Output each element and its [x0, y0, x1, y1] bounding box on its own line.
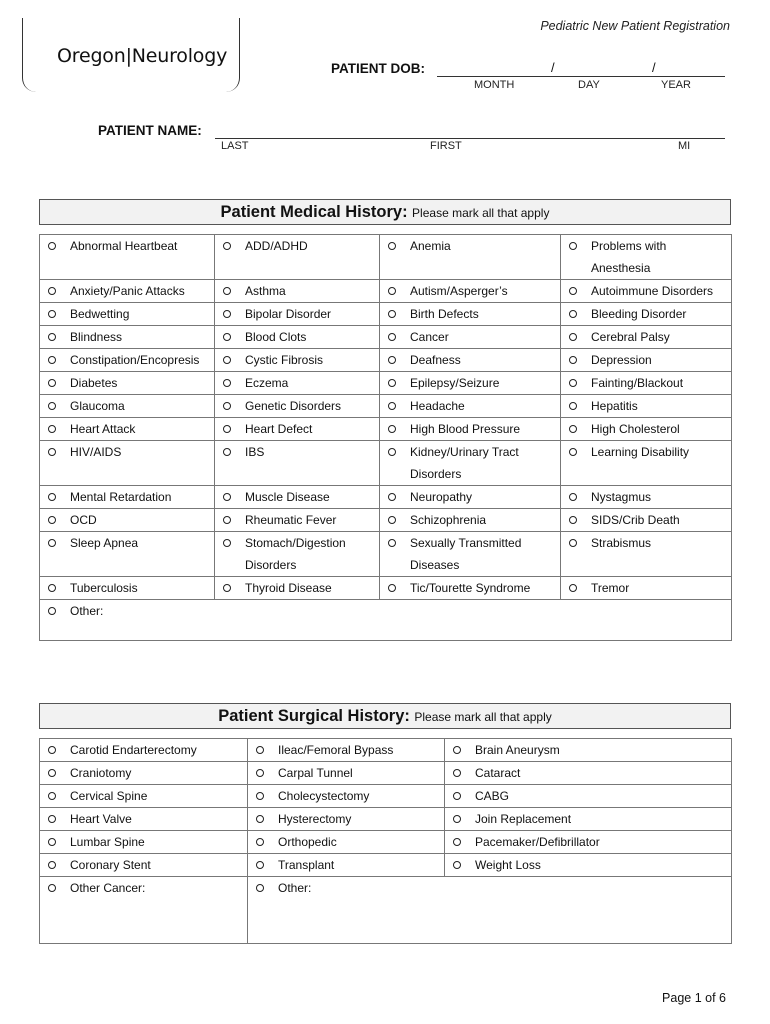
condition-label: Bedwetting	[70, 307, 130, 321]
checkbox-option[interactable]	[569, 349, 727, 371]
checkbox-option[interactable]	[569, 509, 727, 531]
radio-circle-icon[interactable]	[569, 539, 577, 547]
checkbox-option[interactable]	[388, 349, 556, 371]
checkbox-option[interactable]	[48, 349, 210, 371]
radio-circle-icon[interactable]	[569, 584, 577, 592]
checkbox-option[interactable]	[453, 762, 727, 784]
checkbox-option[interactable]	[223, 326, 375, 348]
radio-circle-icon[interactable]	[48, 402, 56, 410]
checkbox-option[interactable]	[388, 486, 556, 508]
radio-circle-icon[interactable]	[223, 242, 231, 250]
checkbox-option[interactable]	[256, 762, 440, 784]
radio-circle-icon[interactable]	[48, 493, 56, 501]
checkbox-option[interactable]	[223, 577, 375, 599]
table-row-other	[40, 877, 732, 944]
procedure-label: CABG	[475, 789, 510, 803]
radio-circle-icon[interactable]	[48, 792, 56, 800]
radio-circle-icon[interactable]	[223, 425, 231, 433]
table-row	[40, 808, 732, 831]
radio-circle-icon[interactable]	[569, 448, 577, 456]
checkbox-option[interactable]	[569, 235, 727, 279]
table-row	[40, 762, 732, 785]
condition-label: Sleep Apnea	[70, 536, 139, 550]
table-row	[40, 441, 732, 486]
procedure-label: Cholecystectomy	[278, 789, 370, 803]
radio-circle-icon[interactable]	[256, 769, 264, 777]
checkbox-option[interactable]	[223, 418, 375, 440]
radio-circle-icon[interactable]	[48, 746, 56, 754]
checkbox-option[interactable]	[256, 831, 440, 853]
checkbox-option[interactable]	[388, 372, 556, 394]
radio-circle-icon[interactable]	[388, 584, 396, 592]
radio-circle-icon[interactable]	[453, 861, 461, 869]
radio-circle-icon[interactable]	[388, 379, 396, 387]
clinic-logo: Oregon|Neurology	[57, 45, 228, 67]
table-row	[40, 418, 732, 441]
radio-circle-icon[interactable]	[388, 493, 396, 501]
condition-label: ADD/ADHD	[245, 239, 308, 253]
checkbox-option[interactable]	[569, 372, 727, 394]
procedure-label: Cataract	[475, 766, 521, 780]
condition-label: Anxiety/Panic Attacks	[70, 284, 185, 298]
procedure-label: Craniotomy	[70, 766, 132, 780]
checkbox-option[interactable]	[48, 808, 243, 830]
procedure-label: Ileac/Femoral Bypass	[278, 743, 394, 757]
condition-label: Rheumatic Fever	[245, 513, 337, 527]
condition-label: HIV/AIDS	[70, 445, 122, 459]
checkbox-option[interactable]	[48, 532, 210, 554]
checkbox-option[interactable]	[388, 418, 556, 440]
condition-label: Problems with Anesthesia	[591, 239, 667, 275]
checkbox-option[interactable]	[569, 280, 727, 302]
radio-circle-icon[interactable]	[388, 333, 396, 341]
checkbox-option[interactable]	[388, 280, 556, 302]
table-row	[40, 326, 732, 349]
radio-circle-icon[interactable]	[569, 356, 577, 364]
condition-label: Bleeding Disorder	[591, 307, 687, 321]
radio-circle-icon[interactable]	[453, 792, 461, 800]
radio-circle-icon[interactable]	[256, 815, 264, 823]
dob-slash: /	[551, 60, 555, 75]
patient-name-field[interactable]	[215, 138, 725, 139]
checkbox-option[interactable]	[48, 785, 243, 807]
checkbox-option[interactable]	[48, 854, 243, 876]
checkbox-option[interactable]	[48, 762, 243, 784]
radio-circle-icon[interactable]	[223, 448, 231, 456]
condition-label: Tremor	[591, 581, 630, 595]
condition-label: Mental Retardation	[70, 490, 172, 504]
procedure-label: Weight Loss	[475, 858, 541, 872]
procedure-label: Heart Valve	[70, 812, 132, 826]
checkbox-option[interactable]	[569, 486, 727, 508]
checkbox-option[interactable]	[256, 785, 440, 807]
other-cancer-label: Other Cancer:	[70, 881, 146, 895]
checkbox-option[interactable]	[569, 418, 727, 440]
table-row	[40, 831, 732, 854]
condition-label: Abnormal Heartbeat	[70, 239, 178, 253]
condition-label: Depression	[591, 353, 652, 367]
radio-circle-icon[interactable]	[569, 242, 577, 250]
radio-circle-icon[interactable]	[48, 333, 56, 341]
checkbox-option[interactable]	[48, 418, 210, 440]
checkbox-option[interactable]	[48, 372, 210, 394]
other-condition-label: Other:	[70, 604, 104, 618]
radio-circle-icon[interactable]	[223, 356, 231, 364]
checkbox-option[interactable]	[569, 303, 727, 325]
medical-history-header: Patient Medical History: Please mark all that apply	[39, 199, 731, 225]
procedure-label: Hysterectomy	[278, 812, 352, 826]
checkbox-option[interactable]	[223, 235, 375, 257]
radio-circle-icon[interactable]	[453, 838, 461, 846]
radio-circle-icon[interactable]	[48, 539, 56, 547]
table-row	[40, 509, 732, 532]
medical-history-instruction: Please mark all that apply	[412, 206, 550, 220]
surgical-history-table	[39, 738, 732, 944]
checkbox-option[interactable]	[256, 877, 727, 899]
radio-circle-icon[interactable]	[223, 310, 231, 318]
table-row	[40, 395, 732, 418]
condition-label: Nystagmus	[591, 490, 652, 504]
condition-label: Learning Disability	[591, 445, 690, 459]
checkbox-option[interactable]	[48, 303, 210, 325]
checkbox-option[interactable]	[569, 441, 727, 463]
radio-circle-icon[interactable]	[223, 333, 231, 341]
surgical-history-header: Patient Surgical History: Please mark all that apply	[39, 703, 731, 729]
table-row	[40, 486, 732, 509]
condition-label: Anemia	[410, 239, 451, 253]
radio-circle-icon[interactable]	[388, 448, 396, 456]
condition-label: Cancer	[410, 330, 449, 344]
checkbox-option[interactable]	[388, 395, 556, 417]
dob-month-caption: MONTH	[474, 79, 515, 91]
condition-label: Genetic Disorders	[245, 399, 342, 413]
condition-label: Heart Attack	[70, 422, 136, 436]
checkbox-option[interactable]	[223, 372, 375, 394]
radio-circle-icon[interactable]	[48, 861, 56, 869]
checkbox-option[interactable]	[388, 326, 556, 348]
form-subtitle: Pediatric New Patient Registration	[540, 19, 730, 33]
radio-circle-icon[interactable]	[223, 493, 231, 501]
checkbox-option[interactable]	[453, 831, 727, 853]
medical-history-table	[39, 234, 732, 641]
condition-label: Birth Defects	[410, 307, 479, 321]
checkbox-option[interactable]	[48, 235, 210, 257]
condition-label: Tuberculosis	[70, 581, 138, 595]
radio-circle-icon[interactable]	[48, 356, 56, 364]
procedure-label: Join Replacement	[475, 812, 572, 826]
radio-circle-icon[interactable]	[388, 402, 396, 410]
checkbox-option[interactable]	[223, 441, 375, 463]
radio-circle-icon[interactable]	[569, 287, 577, 295]
medical-history-title: Patient Medical History	[220, 203, 403, 221]
radio-circle-icon[interactable]	[48, 815, 56, 823]
radio-circle-icon[interactable]	[223, 287, 231, 295]
checkbox-option[interactable]	[48, 600, 727, 622]
procedure-label: Coronary Stent	[70, 858, 151, 872]
condition-label: Constipation/Encopresis	[70, 353, 200, 367]
checkbox-option[interactable]	[223, 532, 375, 576]
radio-circle-icon[interactable]	[569, 425, 577, 433]
checkbox-option[interactable]	[48, 877, 243, 899]
condition-label: Eczema	[245, 376, 289, 390]
procedure-label: Carotid Endarterectomy	[70, 743, 197, 757]
radio-circle-icon[interactable]	[48, 379, 56, 387]
radio-circle-icon[interactable]	[569, 310, 577, 318]
radio-circle-icon[interactable]	[388, 242, 396, 250]
table-row	[40, 372, 732, 395]
radio-circle-icon[interactable]	[48, 838, 56, 846]
condition-label: Strabismus	[591, 536, 652, 550]
surgical-history-title: Patient Surgical History	[218, 707, 405, 725]
name-first-caption: FIRST	[430, 140, 462, 152]
radio-circle-icon[interactable]	[48, 516, 56, 524]
condition-label: Stomach/Digestion Disorders	[245, 536, 346, 572]
radio-circle-icon[interactable]	[569, 402, 577, 410]
checkbox-option[interactable]	[223, 280, 375, 302]
radio-circle-icon[interactable]	[48, 242, 56, 250]
checkbox-option[interactable]	[256, 739, 440, 761]
radio-circle-icon[interactable]	[223, 516, 231, 524]
radio-circle-icon[interactable]	[48, 607, 56, 615]
radio-circle-icon[interactable]	[256, 792, 264, 800]
condition-label: Heart Defect	[245, 422, 313, 436]
checkbox-option[interactable]	[48, 509, 210, 531]
table-row	[40, 235, 732, 280]
checkbox-option[interactable]	[256, 808, 440, 830]
procedure-label: Transplant	[278, 858, 335, 872]
radio-circle-icon[interactable]	[256, 838, 264, 846]
condition-label: IBS	[245, 445, 265, 459]
checkbox-option[interactable]	[569, 326, 727, 348]
procedure-label: Lumbar Spine	[70, 835, 145, 849]
dob-slash: /	[652, 60, 656, 75]
radio-circle-icon[interactable]	[223, 539, 231, 547]
condition-label: Headache	[410, 399, 465, 413]
table-row-other	[40, 600, 732, 641]
other-procedure-label: Other:	[278, 881, 312, 895]
radio-circle-icon[interactable]	[388, 425, 396, 433]
radio-circle-icon[interactable]	[48, 448, 56, 456]
checkbox-option[interactable]	[569, 395, 727, 417]
checkbox-option[interactable]	[48, 831, 243, 853]
procedure-label: Brain Aneurysm	[475, 743, 560, 757]
condition-label: Thyroid Disease	[245, 581, 332, 595]
table-row	[40, 303, 732, 326]
condition-label: Hepatitis	[591, 399, 638, 413]
checkbox-option[interactable]	[388, 303, 556, 325]
dob-day-caption: DAY	[578, 79, 600, 91]
condition-label: High Cholesterol	[591, 422, 680, 436]
dob-year-caption: YEAR	[661, 79, 691, 91]
checkbox-option[interactable]	[453, 785, 727, 807]
dob-field[interactable]	[437, 76, 725, 77]
radio-circle-icon[interactable]	[256, 861, 264, 869]
condition-label: Fainting/Blackout	[591, 376, 684, 390]
radio-circle-icon[interactable]	[48, 425, 56, 433]
radio-circle-icon[interactable]	[256, 884, 264, 892]
condition-label: Autism/Asperger’s	[410, 284, 508, 298]
radio-circle-icon[interactable]	[388, 310, 396, 318]
condition-label: Epilepsy/Seizure	[410, 376, 500, 390]
radio-circle-icon[interactable]	[453, 746, 461, 754]
checkbox-option[interactable]	[569, 532, 727, 554]
radio-circle-icon[interactable]	[48, 287, 56, 295]
condition-label: Blood Clots	[245, 330, 307, 344]
radio-circle-icon[interactable]	[223, 402, 231, 410]
checkbox-option[interactable]	[388, 532, 556, 576]
radio-circle-icon[interactable]	[388, 287, 396, 295]
table-row	[40, 280, 732, 303]
name-mi-caption: MI	[678, 140, 691, 152]
condition-label: Kidney/Urinary Tract Disorders	[410, 445, 519, 481]
checkbox-option[interactable]	[48, 395, 210, 417]
radio-circle-icon[interactable]	[388, 356, 396, 364]
procedure-label: Pacemaker/Defibrillator	[475, 835, 600, 849]
checkbox-option[interactable]	[223, 486, 375, 508]
procedure-label: Orthopedic	[278, 835, 337, 849]
table-row	[40, 739, 732, 762]
checkbox-option[interactable]	[223, 303, 375, 325]
checkbox-option[interactable]	[223, 509, 375, 531]
checkbox-option[interactable]	[569, 577, 727, 599]
checkbox-option[interactable]	[388, 509, 556, 531]
radio-circle-icon[interactable]	[48, 584, 56, 592]
checkbox-option[interactable]	[48, 577, 210, 599]
name-last-caption: LAST	[221, 140, 249, 152]
checkbox-option[interactable]	[388, 577, 556, 599]
radio-circle-icon[interactable]	[569, 516, 577, 524]
procedure-label: Carpal Tunnel	[278, 766, 353, 780]
condition-label: OCD	[70, 513, 97, 527]
condition-label: Schizophrenia	[410, 513, 487, 527]
condition-label: Cerebral Palsy	[591, 330, 670, 344]
dob-label: PATIENT DOB:	[331, 61, 425, 76]
checkbox-option[interactable]	[48, 280, 210, 302]
condition-label: Glaucoma	[70, 399, 125, 413]
condition-label: Autoimmune Disorders	[591, 284, 714, 298]
radio-circle-icon[interactable]	[48, 769, 56, 777]
radio-circle-icon[interactable]	[388, 516, 396, 524]
condition-label: Tic/Tourette Syndrome	[410, 581, 531, 595]
condition-label: Cystic Fibrosis	[245, 353, 324, 367]
checkbox-option[interactable]	[453, 739, 727, 761]
condition-label: Bipolar Disorder	[245, 307, 332, 321]
checkbox-option[interactable]	[48, 326, 210, 348]
radio-circle-icon[interactable]	[569, 333, 577, 341]
condition-label: SIDS/Crib Death	[591, 513, 680, 527]
checkbox-option[interactable]	[388, 235, 556, 257]
condition-label: Muscle Disease	[245, 490, 330, 504]
checkbox-option[interactable]	[48, 486, 210, 508]
radio-circle-icon[interactable]	[48, 310, 56, 318]
radio-circle-icon[interactable]	[256, 746, 264, 754]
page-number: Page 1 of 6	[662, 991, 726, 1005]
surgical-history-instruction: Please mark all that apply	[414, 710, 552, 724]
checkbox-option[interactable]	[256, 854, 440, 876]
radio-circle-icon[interactable]	[223, 379, 231, 387]
radio-circle-icon[interactable]	[453, 815, 461, 823]
condition-label: Neuropathy	[410, 490, 473, 504]
condition-label: Diabetes	[70, 376, 118, 390]
condition-label: Sexually Transmitted Diseases	[410, 536, 522, 572]
checkbox-option[interactable]	[223, 395, 375, 417]
checkbox-option[interactable]	[388, 441, 556, 485]
radio-circle-icon[interactable]	[223, 584, 231, 592]
table-row	[40, 854, 732, 877]
table-row	[40, 532, 732, 577]
radio-circle-icon[interactable]	[569, 493, 577, 501]
checkbox-option[interactable]	[223, 349, 375, 371]
procedure-label: Cervical Spine	[70, 789, 148, 803]
condition-label: Deafness	[410, 353, 461, 367]
table-row	[40, 577, 732, 600]
checkbox-option[interactable]	[48, 441, 210, 463]
condition-label: High Blood Pressure	[410, 422, 521, 436]
checkbox-option[interactable]	[453, 808, 727, 830]
radio-circle-icon[interactable]	[388, 539, 396, 547]
condition-label: Asthma	[245, 284, 286, 298]
checkbox-option[interactable]	[453, 854, 727, 876]
radio-circle-icon[interactable]	[48, 884, 56, 892]
condition-label: Blindness	[70, 330, 123, 344]
table-row	[40, 785, 732, 808]
checkbox-option[interactable]	[48, 739, 243, 761]
patient-name-label: PATIENT NAME:	[98, 123, 202, 138]
radio-circle-icon[interactable]	[453, 769, 461, 777]
table-row	[40, 349, 732, 372]
radio-circle-icon[interactable]	[569, 379, 577, 387]
